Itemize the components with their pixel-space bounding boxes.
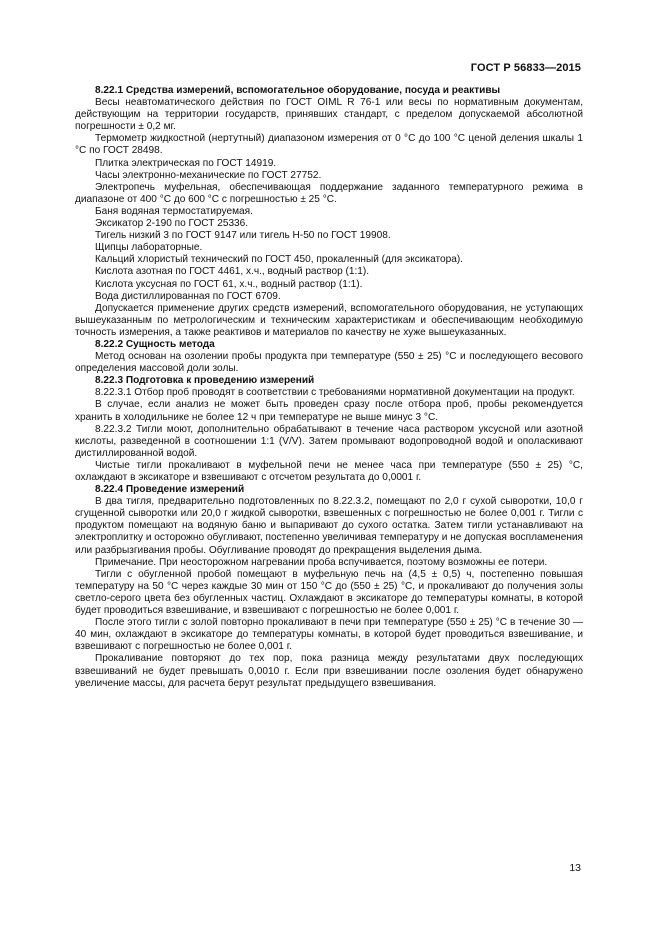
paragraph: Прокаливание повторяют до тех пор, пока разница между результатами двух последующих взвешиваний не будет превышать 0,0010 г. Если при взвешивании после озоления будет обнаружено увеличение массы, для расчета берут результат предыдущего взвешивания.	[75, 653, 583, 689]
paragraph: Часы электронно-механические по ГОСТ 27752.	[95, 169, 322, 181]
paragraph: Эксикатор 2-190 по ГОСТ 25336.	[95, 218, 249, 230]
section-heading-8-22-3: 8.22.3 Подготовка к проведению измерений	[95, 375, 315, 387]
section-heading-8-22-1: 8.22.1 Средства измерений, вспомогательное оборудование, посуда и реактивы	[95, 85, 501, 96]
paragraph: Чистые тигли прокаливают в муфельной печи не менее часа при температуре (550 ± 25) °С, охлаждают в эксикаторе и взвешивают с отсчетом результата до 0,0001 г.	[75, 459, 583, 483]
paragraph: Допускается применение других средств измерений, вспомогательного оборудования, не уступающих вышеуказанным по метрологическим и техническим характеристикам и обеспечивающим необходимую точность измерения, а также реактивов и материалов по качеству не хуже вышеуказанных.	[75, 302, 583, 338]
paragraph: В два тигля, предварительно подготовленных по 8.22.3.2, помещают по 2,0 г сухой сыворотки, 10,0 г сгущенной сыворотки или 20,0 г жидкой сыворотки, взвешенных с погрешностью не более 0,001 г. Тигли с продуктом помещают на водяную баню и выпаривают до сухого остатка. Затем тигли устанавливают на электроплитку и осторожно обугливают, постепенно увеличивая температуру и не допуская воспламенения или разбрызгивания пробы. Обугливание проводят до прекращения выделения дыма.	[75, 496, 583, 556]
paragraph: Тигель низкий 3 по ГОСТ 9147 или тигель Н-50 по ГОСТ 19908.	[95, 230, 391, 242]
paragraph: Вода дистиллированная по ГОСТ 6709.	[95, 290, 281, 302]
paragraph: Плитка электрическая по ГОСТ 14919.	[95, 157, 277, 169]
paragraph: Кислота азотная по ГОСТ 4461, х.ч., водный раствор (1:1).	[95, 266, 370, 278]
paragraph: Кальций хлористый технический по ГОСТ 450, прокаленный (для эксикатора).	[95, 254, 463, 266]
section-heading-8-22-2: 8.22.2 Сущность метода	[95, 338, 215, 350]
paragraph: Тигли с обугленной пробой помещают в муфельную печь на (4,5 ± 0,5) ч, постепенно повышая температуру на 50 °С через каждые 30 мин от 150 °С до (550 ± 25) °С, и прокаливают до получения золы светло-серого цвета без обугленных частиц. Охлаждают в эксикаторе до температуры комнаты, в которой будет проводиться взвешивание, и взвешивают с погрешностью не более 0,001 г.	[75, 568, 583, 617]
standard-code-header: ГОСТ Р 56833—2015	[470, 62, 581, 74]
paragraph: Весы неавтоматического действия по ГОСТ OIML R 76-1 или весы по нормативным документам, действующим на территории государств, принявших стандарт, с пределом допускаемой абсолютной погрешности ± 0,2 мг.	[75, 97, 583, 133]
page-number: 13	[569, 862, 581, 874]
paragraph: 8.22.3.1 Отбор проб проводят в соответствии с требованиями нормативной документации на продукт.	[95, 387, 575, 399]
document-body	[75, 85, 583, 690]
paragraph: Щипцы лабораторные.	[95, 242, 203, 254]
paragraph: 8.22.3.2 Тигли моют, дополнительно обрабатывают в течение часа раствором уксусной или азотной кислоты, разведенной в соотношении 1:1 (V/V). Затем промывают водопроводной водой и ополаскивают дистиллированной водой.	[75, 423, 583, 459]
paragraph: Электропечь муфельная, обеспечивающая поддержание заданного температурного режима в диапазоне от 400 °С до 600 °С с погрешностью ± 25 °С.	[75, 181, 583, 205]
paragraph: Термометр жидкостной (нертутный) диапазоном измерения от 0 °С до 100 °С ценой деления шкалы 1 °С по ГОСТ 28498.	[75, 133, 583, 157]
note-paragraph: Примечание. При неосторожном нагревании проба вспучивается, поэтому возможны ее потери.	[95, 556, 548, 568]
section-heading-8-22-4: 8.22.4 Проведение измерений	[95, 484, 245, 496]
paragraph: В случае, если анализ не может быть проведен сразу после отбора проб, пробы рекомендуется хранить в холодильнике не более 12 ч при температуре не выше минус 3 °С.	[75, 399, 583, 423]
paragraph: Кислота уксусная по ГОСТ 61, х.ч., водный раствор (1:1).	[95, 278, 363, 290]
paragraph: Метод основан на озолении пробы продукта при температуре (550 ± 25) °С и последующего весового определения массовой доли золы.	[75, 351, 583, 375]
paragraph: После этого тигли с золой повторно прокаливают в печи при температуре (550 ± 25) °С в течение 30 — 40 мин, охлаждают в эксикаторе до температуры комнаты, в которой будет проводиться взвешивание, и взвешивают с погрешностью не более 0,001 г.	[75, 617, 583, 653]
paragraph: Баня водяная термостатируемая.	[95, 205, 253, 217]
